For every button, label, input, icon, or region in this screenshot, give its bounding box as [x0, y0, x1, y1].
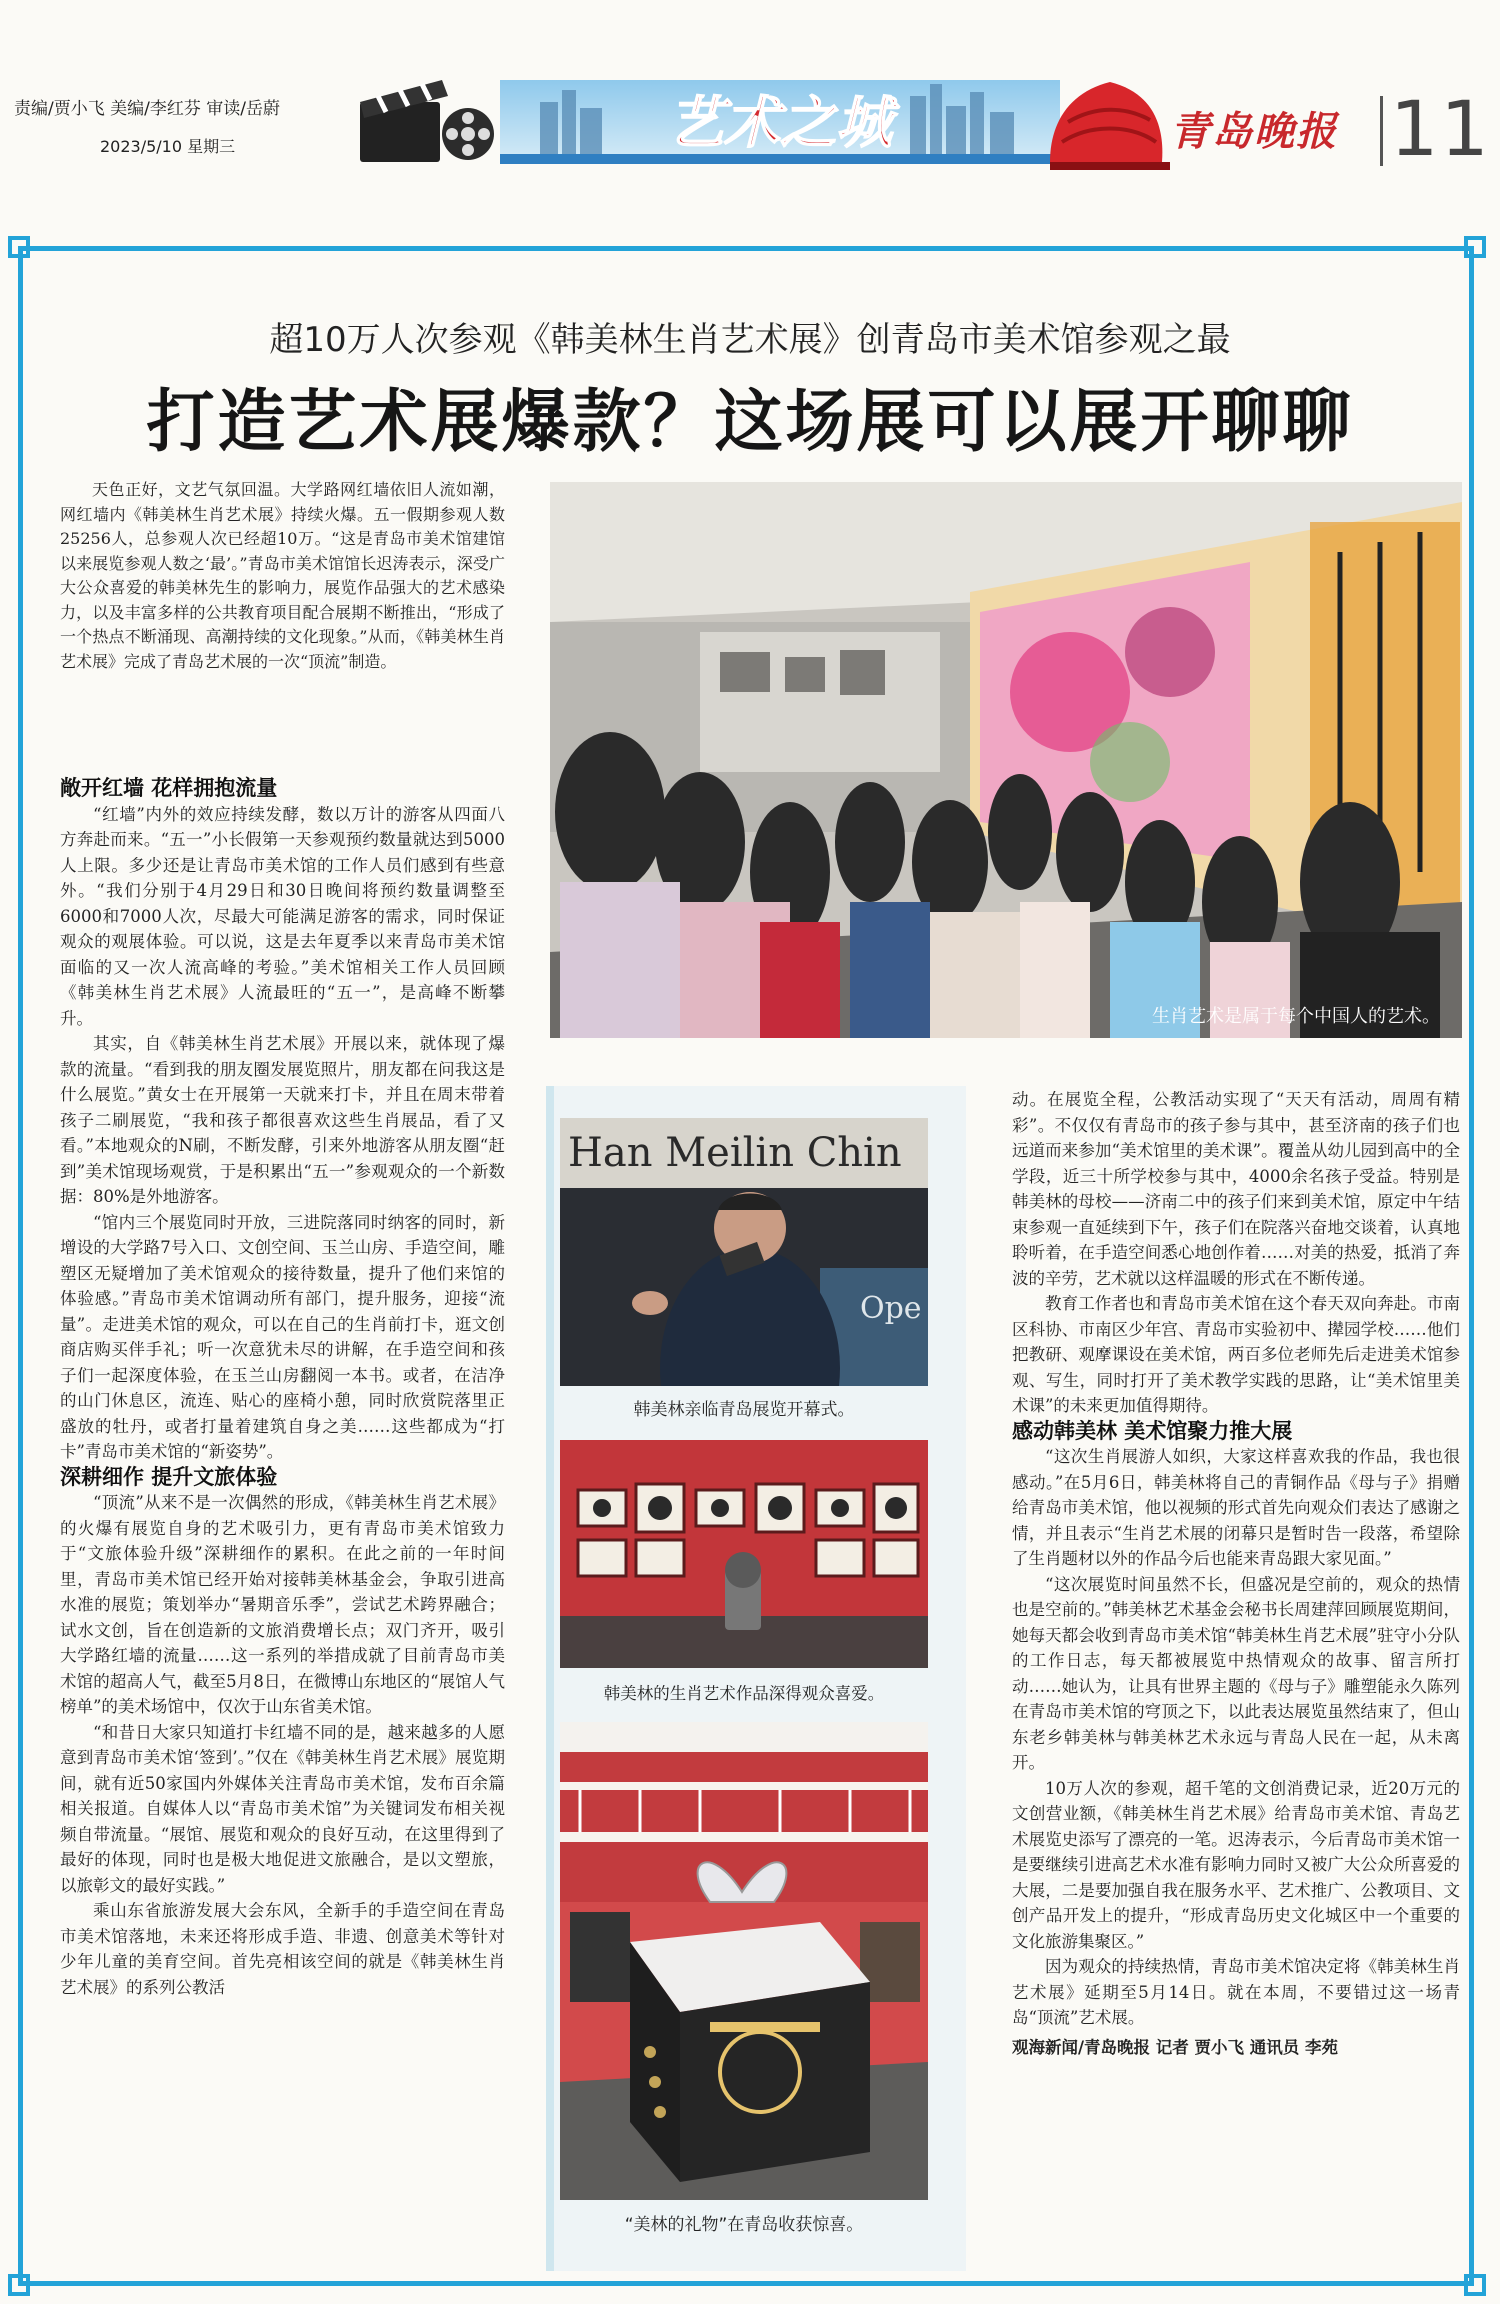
article-byline: 观海新闻/青岛晚报 记者 贾小飞 通讯员 李苑 [1012, 2037, 1339, 2057]
lead-paragraph: 天色正好，文艺气氛回温。大学路网红墙依旧人流如潮，网红墙内《韩美林生肖艺术展》持续火爆。五一假期参观人数25256人，总参观人次已经超10万。“这是青岛市美术馆建馆以来展览参观人数之‘最’。”青岛市美术馆馆长迟涛表示，深受广大公众喜爱的韩美林先生的影响力，展览作品强大的艺术感染力，以及丰富多样的公共教育项目配合展期不断推出，“形成了一个热点不断涌现、高潮持续的文化现象。”从而，《韩美林生肖艺术展》完成了青岛艺术展的一次“顶流”制造。 [60, 480, 505, 671]
photo-gift-installation [560, 1722, 928, 2200]
body-paragraph: “这次展览时间虽然不长，但盛况是空前的，观众的热情也是空前的。”韩美林艺术基金会秘书长周建萍回顾展览期间，她每天都会收到青岛市美术馆“韩美林生肖艺术展”驻守小分队的工作日志，每天都被展览中热情观众的故事、留言所打动……她认为，让具有世界主题的《母与子》雕塑能永久陈列在青岛市美术馆的穹顶之下，以此表达展览虽然结束了，但山东老乡韩美林与韩美林艺术永远与青岛人民在一起，从未离开。 [1012, 1574, 1460, 1772]
body-paragraph: “和昔日大家只知道打卡红墙不同的是，越来越多的人愿意到青岛市美术馆‘签到’。”仅在《韩美林生肖艺术展》展览期间，就有近50家国内外媒体关注青岛市美术馆，发布百余篇相关报道。自媒体人以“青岛市美术馆”为关键词发布相关视频自带流量。“展馆、展览和观众的良好互动，在这里得到了最好的体现，同时也是极大地促进文旅融合，是以文塑旅，以旅彰文的最好实践。” [60, 1722, 505, 1895]
article-subheadline: 超10万人次参观《韩美林生肖艺术展》创青岛市美术馆参观之最 [269, 320, 1231, 360]
han-meilin-opening-photo [560, 1118, 928, 1386]
zodiac-artworks-photo [560, 1440, 928, 1668]
photo-han-meilin [560, 1118, 928, 1386]
page-header [0, 0, 1500, 173]
banner-illustration [350, 62, 1175, 174]
exhibition-crowd-photo [550, 482, 1462, 1038]
photo2-caption: 韩美林亲临青岛展览开幕式。 [633, 1400, 855, 1420]
body-paragraph: “红墙”内外的效应持续发酵，数以万计的游客从四面八方奔赴而来。“五一”小长假第一天参观预约数量就达到5000人上限。多少还是让青岛市美术馆的工作人员们感到有些意外。“我们分别于4月29日和30日晚间将预约数量调整至6000和7000人次，尽最大可能满足游客的需求，同时保证观众的观展体验。可以说，这是去年夏季以来青岛市美术馆面临的又一次人流高峰的考验。”美术馆相关工作人员回顾《韩美林生肖艺术展》人流最旺的“五一”，是高峰不断攀升。 [60, 804, 505, 1028]
frame-corner-ornament [8, 236, 30, 258]
page-number: 11 [1390, 84, 1491, 173]
main-photo [550, 482, 1462, 1038]
film-clapper-icon [360, 80, 494, 162]
body-paragraph: 其实，自《韩美林生肖艺术展》开展以来，就体现了爆款的流量。“看到我的朋友圈发展览照片，朋友都在问我这是什么展览。”黄女士在开展第一天就来打卡，并且在周末带着孩子二刷展览，“我和孩子都很喜欢这些生肖展品，看了又看。”本地观众的N刷，不断发酵，引来外地游客从朋友圈“赶到”美术馆现场观赏，于是积累出“五一”参观观众的一个新数据：80%是外地游客。 [60, 1034, 505, 1206]
body-paragraph: “馆内三个展览同时开放，三进院落同时纳客的同时，新增设的大学路7号入口、文创空间、玉兰山房、手造空间，雕塑区无疑增加了美术馆观众的接待数量，提升了他们来馆的体验感。”青岛市美术馆调动所有部门，提升服务，迎接“流量”。走进美术馆的观众，可以在自己的生肖前打卡，逛文创商店购买伴手礼；听一次意犹未尽的讲解，在手造空间和孩子们一起深度体验，在玉兰山房翻阅一本书。或者，在洁净的山门休息区，流连、贴心的座椅小憩，同时欣赏院落里正盛放的牡丹，或者打量着建筑自身之美……这些都成为“打卡”青岛市美术馆的“新姿势”。 [60, 1212, 505, 1461]
body-paragraph: “顶流”从来不是一次偶然的形成，《韩美林生肖艺术展》的火爆有展览自身的艺术吸引力，更有青岛市美术馆致力于“文旅体验升级”深耕细作的累积。在此之前的一年时间里，青岛市美术馆已经开始对接韩美林基金会，争取引进高水准的展览；策划举办“暑期音乐季”，尝试艺术跨界融合；试水文创，旨在创造新的文旅消费增长点；双门齐开，吸引大学路红墙的流量……这一系列的举措成就了目前青岛市美术馆的超高人气，截至5月8日，在微博山东地区的“展馆人气榜单”的美术场馆中，仅次于山东省美术馆。 [60, 1493, 505, 1716]
may-wind-sculpture-icon [1050, 82, 1170, 170]
body-paragraph: 因为观众的持续热情，青岛市美术馆决定将《韩美林生肖艺术展》延期至5月14日。就在本周，不要错过这一场青岛“顶流”艺术展。 [1012, 1957, 1460, 2027]
section-heading-3: 感动韩美林 美术馆聚力推大展 [1012, 1418, 1293, 1443]
photo3-caption: 韩美林的生肖艺术作品深得观众喜爱。 [603, 1684, 885, 1703]
backdrop-sign-text: Han Meilin Chin [568, 1130, 902, 1176]
paper-name: 青岛晚报 [1170, 108, 1338, 155]
body-paragraph: 教育工作者也和青岛市美术馆在这个春天双向奔赴。市南区科协、市南区少年宫、青岛市实验初中、撵园学校……他们把教研、观摩课设在美术馆，两百多位老师先后走进美术馆参观、写生，同时打开了美术教学实践的思路，让“美术馆里美术课”的未来更加值得期待。 [1012, 1294, 1460, 1415]
body-paragraph: 乘山东省旅游发展大会东风，全新手的手造空间在青岛市美术馆落地，未来还将形成手造、非遗、创意美术等针对少年儿童的美育空间。首先亮相该空间的就是《韩美林生肖艺术展》的系列公教活 [60, 1901, 505, 1997]
editors-line: 责编/贾小飞 美编/李红芬 审读/岳蔚 [14, 99, 280, 119]
issue-date: 2023/5/10 星期三 [100, 137, 236, 156]
column-3 [1012, 1087, 1460, 2060]
body-paragraph: “这次生肖展游人如织，大家这样喜欢我的作品，我也很感动。”在5月6日，韩美林将自己的青铜作品《母与子》捐赠给青岛市美术馆，他以视频的形式首先向观众们表达了感谢之情，并且表示“生肖艺术展的闭幕只是暂时告一段落，希望除了生肖题材以外的作品今后也能来青岛跟大家见面。” [1012, 1447, 1460, 1568]
section-banner [350, 62, 1175, 174]
section-title: 艺术之城 [668, 90, 892, 156]
article-headline: 打造艺术展爆款？这场展可以展开聊聊 [146, 383, 1354, 462]
frame-corner-ornament [1464, 236, 1486, 258]
photo-artworks [560, 1440, 928, 1668]
body-paragraph: 10万人次的参观，超千笔的文创消费记录，近20万元的文创营业额，《韩美林生肖艺术展》给青岛市美术馆、青岛艺术展览史添写了漂亮的一笔。迟涛表示，今后青岛市美术馆一是要继续引进高艺术水准有影响力同时又被广大公众所喜爱的大展，二是要加强自我在服务水平、艺术推广、公教项目、文创产品开发上的提升，“形成青岛历史文化城区中一个重要的文化旅游集聚区。” [1012, 1778, 1460, 1951]
frame-corner-ornament [8, 2274, 30, 2296]
main-photo-caption: 生肖艺术是属于每个中国人的艺术。 [1152, 1006, 1440, 1027]
body-paragraph: 动。在展览全程，公教活动实现了“天天有活动，周周有精彩”。不仅仅有青岛市的孩子参与其中，甚至济南的孩子们也远道而来参加“美术馆里的美术课”。覆盖从幼儿园到高中的全学段，近三十所学校参与其中，4000余名孩子受益。特别是韩美林的母校——济南二中的孩子们来到美术馆，原定中午结束参观一直延续到下午，孩子们在院落兴奋地交谈着，认真地聆听着，在手造空间悉心地创作着……对美的热爱，抵消了奔波的辛劳，艺术就以这样温暖的形式在不断传递。 [1012, 1090, 1460, 1288]
photo4-caption: “美林的礼物”在青岛收获惊喜。 [624, 2215, 864, 2235]
header-divider [1380, 96, 1383, 166]
lead-paragraph-block [60, 478, 505, 674]
section-heading-1: 敞开红墙 花样拥抱流量 [60, 776, 278, 800]
section-heading-2: 深耕细作 提升文旅体验 [60, 1464, 278, 1489]
frame-corner-ornament [1464, 2274, 1486, 2296]
meilin-gift-atrium-photo [560, 1722, 928, 2200]
column-1 [60, 776, 505, 2000]
backdrop-sign-text-2: Ope [860, 1291, 922, 1326]
